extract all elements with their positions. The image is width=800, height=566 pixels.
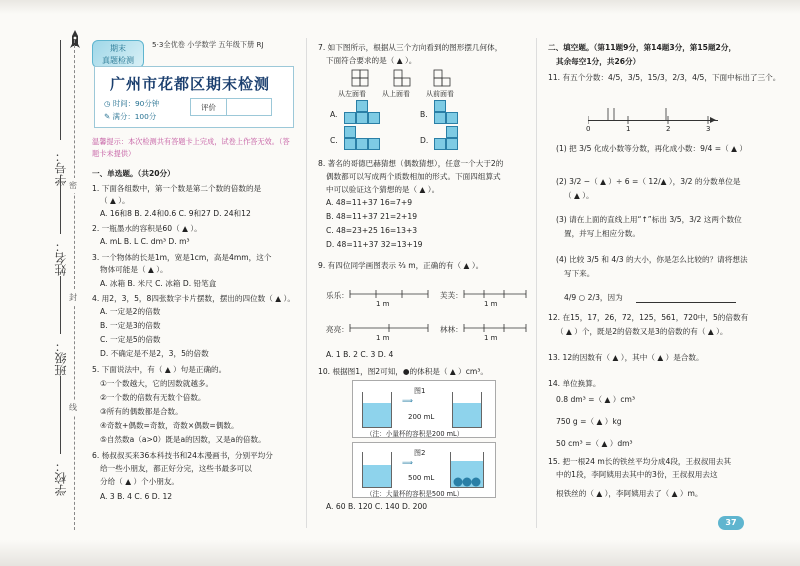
option-d-cube-2 — [446, 138, 458, 150]
grade-label: 评价 — [191, 99, 227, 115]
exam-title: 广州市花都区期末检测 — [110, 75, 271, 93]
question-4-d: D. 不确定是不是2，3，5的倍数 — [100, 349, 209, 358]
question-3-options: A. 冰箱 B. 米尺 C. 冰箱 D. 铅笔盒 — [100, 279, 217, 288]
option-c-cube-3 — [368, 138, 380, 150]
question-5-item-1: ①一个数越大，它的因数就越多。 — [100, 379, 214, 388]
time-text: 时间：90分钟 — [112, 99, 160, 108]
question-2-options: A. mL B. L C. dm³ D. m³ — [100, 237, 190, 246]
section-2-heading: 二、填空题。（第11题9分，第14题3分，第15题2分， — [548, 43, 737, 52]
fig1-cup-left — [362, 392, 392, 428]
question-7-option-a: A. — [330, 110, 338, 119]
q9-name-2: 芙芙： — [440, 291, 463, 300]
option-a-cube-4 — [356, 100, 368, 112]
binding-margin — [0, 0, 84, 566]
question-5-item-3: ③所有的偶数都是合数。 — [100, 407, 183, 416]
question-11-3-cont: 置，并写上相应分数。 — [564, 229, 640, 238]
q9-unit-1: 1 m — [376, 300, 390, 308]
section-2-heading-cont: 其余每空1分，共26分） — [556, 57, 641, 66]
three-views-figure — [346, 66, 466, 88]
question-10: 10. 根据图1，图2可知，●的体积是（ ▲ ）cm³。 — [318, 367, 488, 376]
question-5-item-2: ②一个数的倍数有无数个倍数。 — [100, 393, 206, 402]
grade-box — [190, 98, 272, 116]
view-left-label: 从左面看 — [338, 90, 366, 98]
badge-line-2: 真题检测 — [102, 56, 134, 65]
balls-icon — [452, 476, 482, 488]
exam-badge — [92, 40, 144, 68]
page-top-shadow — [0, 0, 800, 14]
option-c-cube-1 — [344, 138, 356, 150]
cut-line — [74, 40, 75, 530]
question-3: 3. 一个物体的长是1m，宽是1cm，高是4mm，这个 — [92, 253, 272, 262]
question-15: 15. 把一根24 m长的铁丝平均分成4段，王叔叔用去其 — [548, 457, 732, 466]
view-front-label: 从前面看 — [426, 90, 454, 98]
question-7-option-c: C. — [330, 136, 338, 145]
option-a-cube-1 — [344, 112, 356, 124]
question-11-4-compare: 4/9 ○ 2/3，因为 — [564, 293, 623, 302]
fig1-cup-right — [452, 392, 482, 428]
option-b-cube-1 — [434, 112, 446, 124]
question-11-4-cont: 写下来。 — [564, 269, 595, 278]
question-4-b: B. 一定是3的倍数 — [100, 321, 161, 330]
question-3-cont: 物体可能是（ ▲ ）。 — [100, 265, 168, 274]
question-8-option-c: C. 48=23+25 16=13+3 — [326, 226, 418, 235]
fig2-arrow: ⟹ — [402, 458, 413, 467]
fig1-water-right — [453, 403, 481, 427]
question-14-1: 0.8 dm³ =（ ▲ ）cm³ — [556, 395, 635, 404]
section-1-heading: 一、单选题。（共20分） — [92, 169, 175, 178]
cut-label-2: 封 — [69, 290, 77, 305]
question-11-1: (1) 把 3/5 化成小数等分数，再化成小数：9/4 =（ ▲ ） — [556, 144, 747, 153]
question-13: 13. 12的因数有（ ▲ ），其中（ ▲ ）是合数。 — [548, 353, 704, 362]
question-10-options: A. 60 B. 120 C. 140 D. 200 — [326, 502, 428, 511]
q9-name-3: 亮亮： — [326, 325, 349, 334]
q9-name-4: 林林： — [440, 325, 463, 334]
rocket-icon — [70, 30, 80, 50]
question-12: 12. 在15，17，26，72，125，561，720中，5的倍数有 — [548, 313, 749, 322]
option-a-cube-2 — [356, 112, 368, 124]
tick-1: 1 — [626, 125, 631, 133]
cut-label-3: 线 — [69, 400, 77, 415]
tick-2: 2 — [666, 125, 671, 133]
view-top-label: 从上面看 — [382, 90, 410, 98]
name-label: 姓名： — [54, 240, 68, 276]
question-8-option-a: A. 48=11+37 16=7+9 — [326, 198, 413, 207]
question-14-3: 50 cm³ =（ ▲ ）dm³ — [556, 439, 633, 448]
q9-name-1: 乐乐： — [326, 291, 349, 300]
series-label: 5·3全优卷 小学数学 五年级下册 RJ — [152, 40, 264, 49]
clock-icon: ◷ — [104, 99, 113, 108]
question-8-cont: 偶数都可以写成两个质数相加的形式。下面四组算式 — [326, 172, 501, 181]
question-11-2-cont: （ ▲ ）。 — [564, 191, 594, 200]
question-14: 14. 单位换算。 — [548, 379, 601, 388]
tick-0: 0 — [586, 125, 591, 133]
question-8-option-b: B. 48=11+37 21=2+19 — [326, 212, 418, 221]
question-15-cont: 中的1段，李阿姨用去其中的3份，王叔叔用去这 — [556, 470, 718, 479]
question-9: 9. 有四位同学画图表示 ⅔ m，正确的有（ ▲ ）。 — [318, 261, 484, 270]
question-7-cont: 下面符合要求的是（ ▲ ）。 — [326, 56, 417, 65]
column-divider-2 — [536, 38, 537, 528]
answer-line — [636, 302, 736, 303]
fig2-label: 图2 — [414, 449, 426, 457]
option-a-cube-3 — [368, 112, 380, 124]
question-4-c: C. 一定是5的倍数 — [100, 335, 161, 344]
option-c-cube-2 — [356, 138, 368, 150]
question-4: 4. 用2，3，5，8四张数字卡片摆数，摆出的四位数（ ▲ ）。 — [92, 294, 295, 303]
class-line — [60, 276, 61, 334]
school-line — [60, 376, 61, 454]
class-label: 班级： — [54, 340, 68, 376]
question-11: 11. 有五个分数：4/5，3/5，15/3，2/3，4/5，下面中标出了三个。 — [548, 73, 781, 82]
q9-diagram-left — [348, 282, 432, 346]
fig1-note: （注：小量杯的容积是200 mL） — [366, 430, 464, 438]
page-bottom-shadow — [0, 540, 800, 566]
option-b-cube-3 — [434, 100, 446, 112]
badge-line-1: 期末 — [110, 44, 126, 53]
option-d-cube-1 — [434, 138, 446, 150]
question-12-cont: （ ▲ ）个，既是2的倍数又是3的倍数的有（ ▲ ）。 — [556, 327, 728, 336]
option-b-cube-2 — [446, 112, 458, 124]
fig1-label: 图1 — [414, 387, 426, 395]
school-label: 学校： — [54, 460, 68, 496]
q9-unit-3: 1 m — [376, 334, 390, 342]
question-2: 2. 一瓶墨水的容积是60（ ▲ ）。 — [92, 224, 202, 233]
option-c-cube-4 — [344, 126, 356, 138]
question-7: 7. 如下图所示，根据从三个方向看到的图形摆几何体， — [318, 43, 503, 52]
score-text: 满分：100分 — [112, 112, 157, 121]
student-id-line — [60, 40, 61, 140]
question-7-option-b: B. — [420, 110, 428, 119]
fig1-arrow: ⟹ — [402, 396, 413, 405]
option-d-cube-3 — [446, 126, 458, 138]
exam-tip: 温馨提示：本次检测共有答题卡上完成，试卷上作答无效。（答题卡未提供） — [92, 137, 290, 158]
fig2-volume: 500 mL — [408, 474, 435, 482]
question-5: 5. 下面说法中，有（ ▲ ）句是正确的。 — [92, 365, 227, 374]
question-7-option-d: D. — [420, 136, 429, 145]
fig2-note: （注：大量杯的容积是500 mL） — [366, 490, 464, 498]
column-divider-1 — [306, 38, 307, 528]
question-11-3: (3) 请在上面的直线上用“↑”标出 3/5，3/2 这两个数位 — [556, 215, 742, 224]
question-1-options: A. 16和8 B. 2.4和0.6 C. 9和27 D. 24和12 — [100, 209, 251, 218]
question-8: 8. 著名的哥德巴赫猜想（偶数猜想），任意一个大于2的 — [318, 159, 504, 168]
question-6-options: A. 3 B. 4 C. 6 D. 12 — [100, 492, 173, 501]
question-8-option-d: D. 48=11+37 32=13+19 — [326, 240, 423, 249]
time-info — [104, 98, 159, 109]
fig2-water-left — [363, 465, 391, 487]
question-11-2: (2) 3/2 −（ ▲ ）÷ 6 =（ 12/▲ ），3/2 的分数单位是 — [556, 177, 741, 186]
question-6-cont-2: 分给（ ▲ ）个小朋友。 — [100, 477, 180, 486]
question-4-a: A. 一定是2的倍数 — [100, 307, 161, 316]
page-number: 37 — [718, 516, 744, 530]
fig1-volume: 200 mL — [408, 413, 435, 421]
pencil-icon: ✎ — [104, 112, 113, 121]
question-1-cont: （ ▲ ）。 — [100, 196, 130, 205]
tick-3: 3 — [706, 125, 711, 133]
cut-label-1: 密 — [69, 178, 77, 193]
name-line — [60, 176, 61, 234]
fig1-water-left — [363, 403, 391, 427]
question-15-cont-2: 根铁丝的（ ▲ ），李阿姨用去了（ ▲ ）m。 — [556, 489, 703, 498]
q9-unit-4: 1 m — [484, 334, 498, 342]
question-5-item-4: ④奇数+偶数=奇数，奇数×偶数=偶数。 — [100, 421, 239, 430]
question-1: 1. 下面各组数中，第一个数是第二个数的倍数的是 — [92, 184, 262, 193]
question-6: 6. 杨叔叔买来36本科技书和24本漫画书，分别平均分 — [92, 451, 273, 460]
question-8-cont-2: 中可以验证这个猜想的是（ ▲ ）。 — [326, 185, 440, 194]
question-11-4: (4) 比较 3/5 和 4/3 的大小，你是怎么比较的？请将想法 — [556, 255, 748, 264]
student-id-label: 学号： — [54, 150, 68, 186]
fig2-cup-left — [362, 452, 392, 488]
score-info — [104, 111, 156, 122]
question-6-cont: 给一些小朋友，都正好分完，这些书最多可以 — [100, 464, 252, 473]
question-14-2: 750 g =（ ▲ ）kg — [556, 417, 622, 426]
q9-unit-2: 1 m — [484, 300, 498, 308]
question-9-options: A. 1 B. 2 C. 3 D. 4 — [326, 350, 394, 359]
question-5-item-5: ⑤自然数a（a>0）既是a的因数，又是a的倍数。 — [100, 435, 266, 444]
